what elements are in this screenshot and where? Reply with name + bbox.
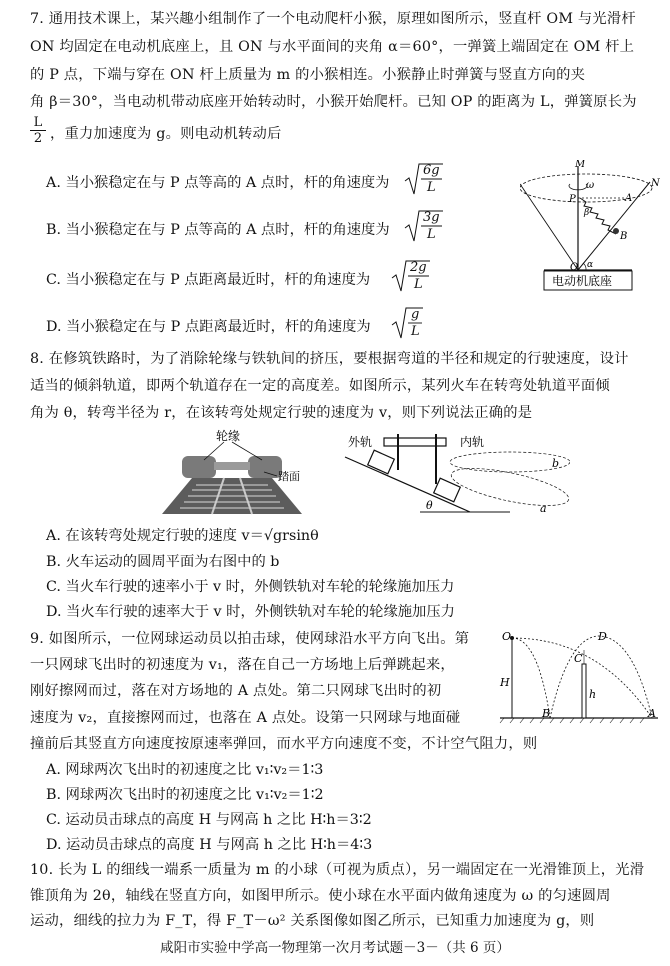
q9-option-b: B. 网球两次飞出时的初速度之比 v₁∶v₂＝1∶2	[46, 787, 324, 803]
svg-text:H: H	[500, 676, 510, 689]
ball1-path-b	[550, 636, 652, 718]
q7-option-a: A. 当小猴稳定在与 P 点等高的 A 点时，杆的角速度为	[46, 175, 390, 191]
q7-line-4: 角 β＝30°，当电动机带动底座开始转动时，小猴开始爬杆。已知 OP 的距离为 L，弹簧原长为	[30, 94, 637, 110]
q8-option-a: A. 在该转弯处规定行驶的速度 v＝√grsinθ	[46, 528, 319, 544]
outer-rail	[368, 450, 395, 474]
inner-rail-label: 内轨	[460, 435, 485, 449]
q7-line-3: 的 P 点，下端与穿在 ON 杆上质量为 m 的小猴相连。小猴静止时弹簧与竖直方向的夹	[30, 67, 586, 83]
q9-option-c: C. 运动员击球点的高度 H 与网高 h 之比 H∶h＝3∶2	[46, 812, 372, 828]
q7-half-fraction: $\frac{L}{2}$	[30, 115, 46, 146]
svg-text:P: P	[569, 194, 576, 205]
axle	[214, 462, 250, 470]
tread-label: 踏面	[278, 470, 300, 483]
q10-line-2: 锥顶角为 2θ，轴线在竖直方向，如图甲所示。使小球在水平面内做角速度为 ω 的匀速圆周	[30, 888, 611, 904]
net-post	[582, 664, 586, 718]
q7-line-1: 7. 通用技术课上，某兴趣小组制作了一个电动爬杆小猴，原理如图所示，竖直杆 OM 与光滑杆	[30, 11, 636, 27]
q8-line-2: 适当的倾斜轨道，即两个轨道存在一定的高度差。如图所示，某列火车在转弯处轨道平面倾	[30, 378, 610, 394]
svg-text:β: β	[584, 208, 590, 218]
q7-figure	[520, 160, 665, 292]
q7-option-b: B. 当小猴稳定在与 P 点等高的 A 点时，杆的角速度为	[46, 222, 390, 238]
q7-option-a-sqrt: 6g L	[404, 161, 444, 201]
q7-line-5: ，重力加速度为 g。则电动机转动后	[50, 126, 282, 142]
svg-text:C: C	[574, 652, 583, 665]
svg-text:A: A	[648, 707, 656, 720]
q9-option-d: D. 运动员击球点的高度 H 与网高 h 之比 H∶h＝4∶3	[46, 837, 373, 853]
rod-on	[578, 182, 650, 270]
q8-line-3: 角为 θ，转弯半径为 r，在该转弯处规定行驶的速度为 v，则下列说法正确的是	[30, 405, 533, 421]
q9-option-a: A. 网球两次飞出时的初速度之比 v₁∶v₂＝1∶3	[46, 762, 324, 778]
svg-text:α: α	[587, 260, 594, 270]
svg-text:h: h	[589, 688, 597, 701]
q8-option-d: D. 当火车行驶的速率大于 v 时，外侧铁轨对车轮的轮缘施加压力	[46, 604, 455, 620]
q9-line-3: 刚好擦网而过，落在对方场地的 A 点处。第二只网球飞出时的初	[30, 683, 442, 699]
q8-option-b: B. 火车运动的圆周平面为右图中的 b	[46, 554, 280, 570]
svg-text:B: B	[620, 231, 628, 242]
svg-text:θ: θ	[426, 499, 433, 512]
q7-option-d: D. 当小猴稳定在与 P 点距离最近时，杆的角速度为	[46, 319, 371, 335]
q9-line-1: 9. 如图所示，一位网球运动员以拍击球，使网球沿水平方向飞出。第	[30, 631, 470, 647]
svg-text:M: M	[575, 160, 586, 170]
q9-line-5: 撞前后其竖直方向速度按原速率弹回，而水平方向速度不变，不计空气阻力，则	[30, 736, 538, 752]
svg-text:O: O	[502, 630, 512, 643]
ball1-path-a	[512, 638, 550, 718]
page-footer: 咸阳市实验中学高一物理第一次月考试题－3－（共 6 页）	[160, 940, 510, 956]
svg-text:B: B	[542, 707, 551, 720]
q8-option-c: C. 当火车行驶的速率小于 v 时，外侧铁轨对车轮的轮缘施加压力	[46, 579, 455, 595]
q9-line-2: 一只网球飞出时的初速度为 v₁，落在自己一方场地上后弹跳起来，	[30, 657, 455, 673]
q8-bank-figure	[340, 432, 570, 518]
outer-rail-label: 外轨	[348, 435, 373, 449]
q7-option-c: C. 当小猴稳定在与 P 点距离最近时，杆的角速度为	[46, 272, 371, 288]
q9-figure	[498, 628, 660, 724]
q10-line-1: 10. 长为 L 的细线一端系一质量为 m 的小球（可视为质点），另一端固定在一光滑锥顶上，光滑	[30, 862, 645, 878]
flange-label: 轮缘	[216, 429, 241, 443]
svg-text:a: a	[540, 502, 547, 515]
q7-option-c-sqrt: 2g L	[391, 258, 431, 298]
q8-line-1: 8. 在修筑铁路时，为了消除轮缘与铁轨间的挤压，要根据弯道的半径和规定的行驶速度，设计	[30, 351, 629, 367]
monkey-ball	[613, 228, 619, 234]
wheel-right	[248, 456, 282, 478]
svg-text:A: A	[625, 193, 633, 204]
q10-line-3: 运动，细线的拉力为 F_T，得 F_T－ω² 关系图像如图乙所示，已知重力加速度为 g，则	[30, 913, 595, 929]
wheel-left	[182, 456, 216, 478]
svg-text:O: O	[570, 262, 579, 273]
q7-option-b-sqrt: 3g L	[404, 208, 444, 248]
svg-text:b: b	[552, 457, 560, 470]
svg-text:D: D	[598, 630, 607, 643]
ground-hatch	[500, 718, 644, 723]
svg-text:N: N	[651, 178, 660, 189]
q8-wheel-figure	[152, 428, 312, 516]
q9-line-4: 速度为 v₂，直接擦网而过，也落在 A 点处。设第一只网球与地面碰	[30, 710, 461, 726]
omega-label: ω	[586, 180, 595, 191]
q7-line-2: ON 均固定在电动机底座上，且 ON 与水平面间的夹角 α＝60°，一弹簧上端固定在 OM 杆上	[30, 39, 635, 55]
motor-base-label: 电动机底座	[552, 274, 613, 288]
q7-option-d-sqrt: g L	[391, 305, 425, 345]
